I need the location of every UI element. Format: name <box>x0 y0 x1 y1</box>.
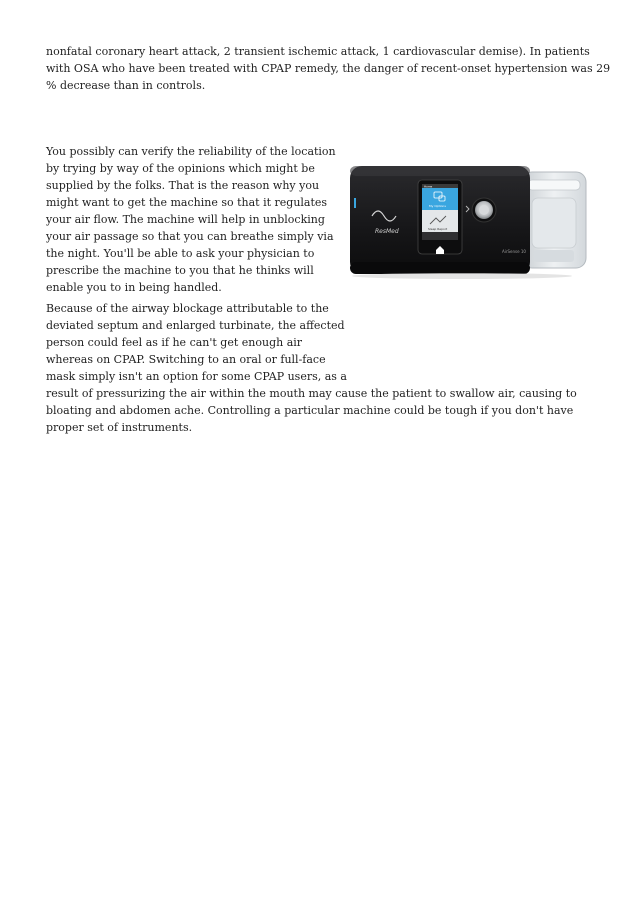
text-line: supplied by the folks. That is the reason why you <box>46 179 320 192</box>
text-line: bloating and abdomen ache. Controlling a particular machine could be tough if you don't have <box>46 404 574 417</box>
text-line: % decrease than in controls. <box>46 79 206 92</box>
cpap-machine-image <box>342 158 592 280</box>
paragraph-2 <box>46 143 346 296</box>
text-line: the night. You'll be able to ask your physician to <box>46 247 315 260</box>
text-line: your air passage so that you can breathe simply via <box>46 230 334 243</box>
text-line: deviated septum and enlarged turbinate, the affected <box>46 319 345 332</box>
text-line: You possibly can verify the reliability of the location <box>46 145 336 158</box>
text-line: enable you to in being handled. <box>46 281 222 294</box>
model-label: AirSense 10 <box>502 249 526 254</box>
text-line: nonfatal coronary heart attack, 2 transient ischemic attack, 1 cardiovascular demise). In patients <box>46 45 590 58</box>
text-line: your air flow. The machine will help in unblocking <box>46 213 325 226</box>
text-line: might want to get the machine so that it regulates <box>46 196 328 209</box>
text-line: proper set of instruments. <box>46 421 193 434</box>
brand-label: ResMed <box>375 228 399 235</box>
text-line: person could feel as if he can't get enough air <box>46 336 303 349</box>
text-line: whereas on CPAP. Switching to an oral or full-face <box>46 353 326 366</box>
screen-item-2: Sleep Report <box>428 227 448 231</box>
text-line: with OSA who have been treated with CPAP remedy, the danger of recent-onset hypertension was 29 <box>46 62 611 75</box>
text-line: Because of the airway blockage attributable to the <box>46 302 329 315</box>
text-line: by trying by way of the opinions which might be <box>46 162 315 175</box>
screen-item-1: My Options <box>429 204 446 208</box>
paragraph-1 <box>46 43 611 94</box>
text-line: prescribe the machine to you that he thinks will <box>46 264 314 277</box>
text-line: result of pressurizing the air within the mouth may cause the patient to swallow air, causing to <box>46 387 577 400</box>
screen-title: Home <box>424 184 433 189</box>
text-line: mask simply isn't an option for some CPAP users, as a <box>46 370 347 383</box>
paragraph-3 <box>46 300 596 436</box>
